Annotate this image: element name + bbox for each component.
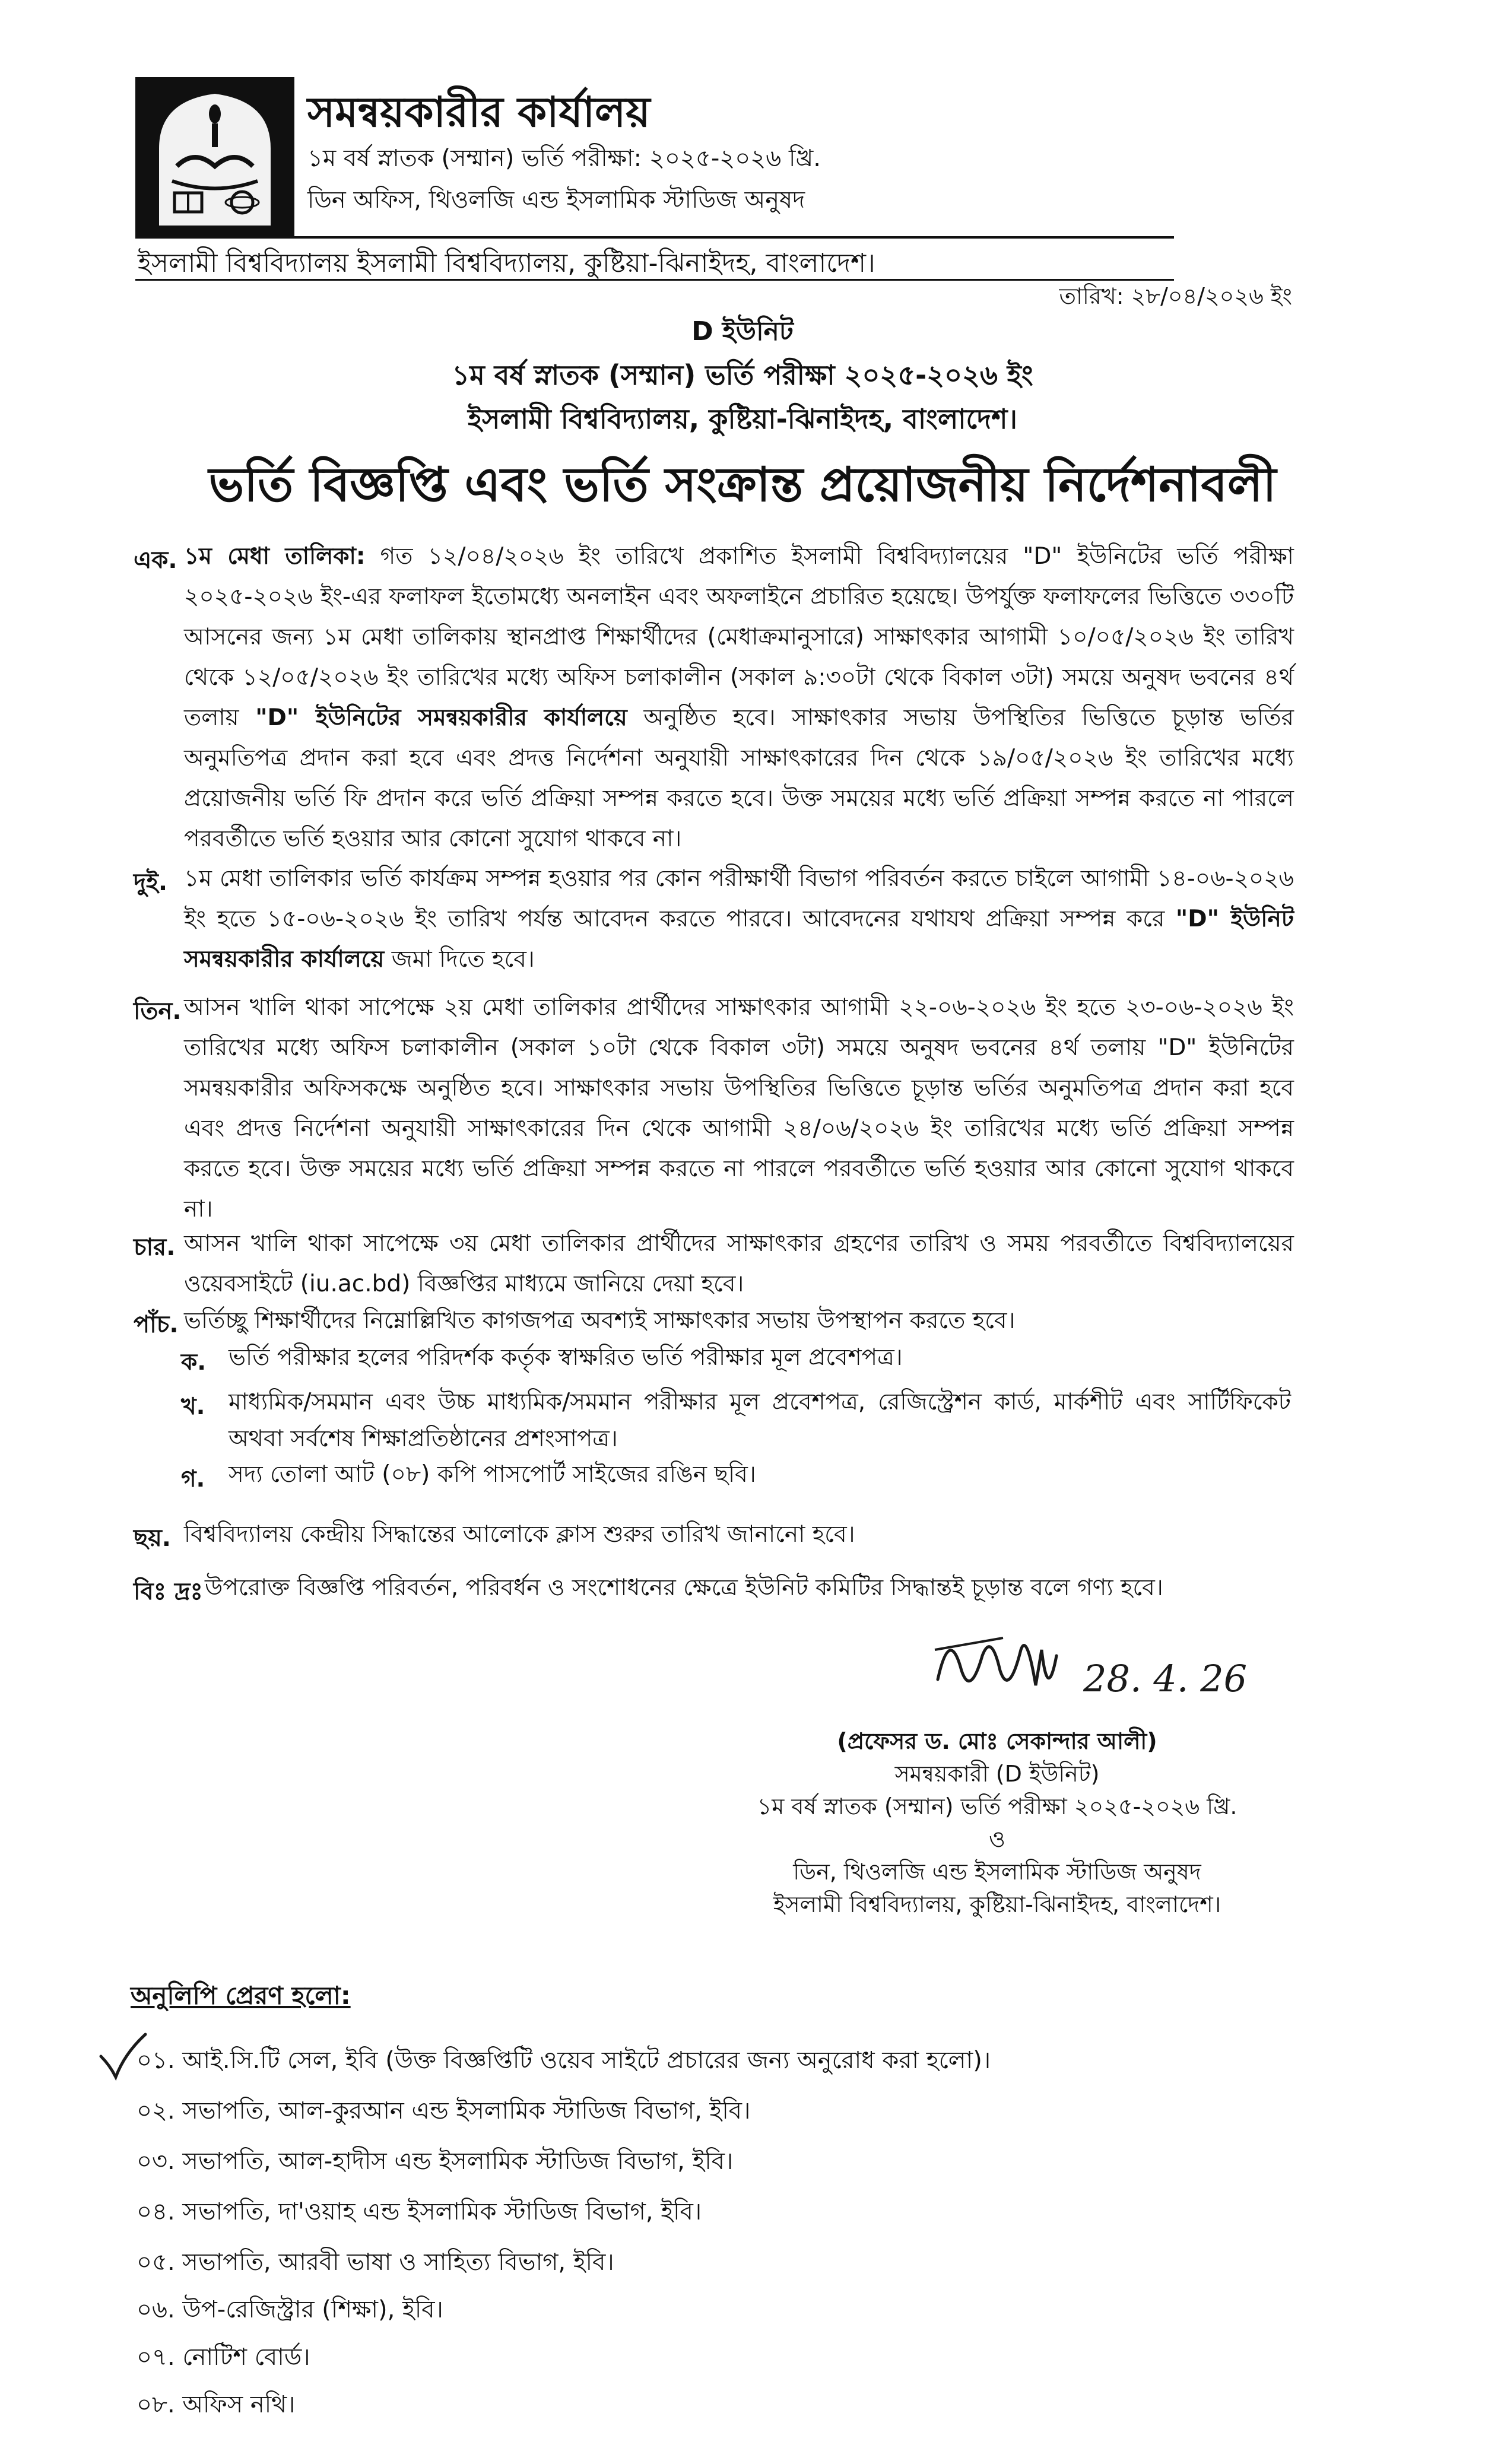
note-text: উপরোক্ত বিজ্ঞপ্তি পরিবর্তন, পরিবর্ধন ও সংশোধনের ক্ষেত্রে ইউনিট কমিটির সিদ্ধান্তই চূড়ান্ত বলে গণ্য হবে। bbox=[205, 1574, 1163, 1601]
office-title: সমন্বয়কারীর কার্যালয় bbox=[307, 88, 651, 136]
university-heading: ইসলামী বিশ্ববিদ্যালয়, কুষ্টিয়া-ঝিনাইদহ, বাংলাদেশ। bbox=[468, 403, 1017, 435]
letterhead-exam-line: ১ম বর্ষ স্নাতক (সম্মান) ভর্তি পরীক্ষা: ২০২৫-২০২৬ খ্রি. bbox=[307, 145, 821, 172]
letterhead-bottom-rule bbox=[135, 279, 1174, 281]
section-2-office: "D" ইউনিট সমন্বয়কারীর কার্যালয়ে bbox=[184, 906, 1294, 973]
section-6-text: বিশ্ববিদ্যালয় কেন্দ্রীয় সিদ্ধান্তের আলোকে ক্লাস শুরুর তারিখ জানানো হবে। bbox=[184, 1521, 855, 1548]
section-3-text: আসন খালি থাকা সাপেক্ষে ২য় মেধা তালিকার প্রার্থীদের সাক্ষাৎকার আগামী ২২-০৬-২০২৬ ইং হতে ২৩-০৬-২০২৬ ইং তারিখের মধ্যে অফিস চলাকালীন (সকাল ১০টা থেকে বিকাল ৩টা) সময়ে অনুষদ ভবনের ৪র্থ তলায় "D" ইউনিটের সমন্বয়কারীর অফিসকক্ষে অনুষ্ঠিত হবে। সাক্ষাৎকার সভায় উপস্থিতির ভিত্তিতে চূড়ান্ত ভর্তির অনুমতিপত্র প্রদান করা হবে এবং প্রদত্ত নির্দেশনা অনুযায়ী সাক্ষাৎকারের দিন থেকে আগামী ২৪/০৬/২০২৬ ইং তারিখের মধ্যে ভর্তি প্রক্রিয়া সম্পন্ন করতে হবে। উক্ত সময়ের মধ্যে ভর্তি প্রক্রিয়া সম্পন্ন করতে না পারলে পরবর্তীতে ভর্তি হওয়ার আর কোনো সুযোগ থাকবে না। bbox=[184, 994, 1294, 1223]
section-1-text: ১ম মেধা তালিকা: গত ১২/০৪/২০২৬ ইং তারিখে প্রকাশিত ইসলামী বিশ্ববিদ্যালয়ের "D" ইউনিটের ভর্তি পরীক্ষা ২০২৫-২০২৬ ইং-এর ফলাফল ইতোমধ্যে অনলাইন এবং অফলাইনে প্রচারিত হয়েছে। উপর্যুক্ত ফলাফলের ভিত্তিতে ৩৩০টি আসনের জন্য ১ম মেধা তালিকায় স্থানপ্রাপ্ত শিক্ষার্থীদের (মেধাক্রমানুসারে) সাক্ষাৎকার আগামী ১০/০৫/২০২৬ ইং তারিখ থেকে ১২/০৫/২০২৬ ইং তারিখের মধ্যে অফিস চলাকালীন (সকাল ৯:৩০টা থেকে বিকাল ৩টা) সময়ে অনুষদ ভবনের ৪র্থ তলায় "D" ইউনিটের সমন্বয়কারীর কার্যালয়ে অনুষ্ঠিত হবে। সাক্ষাৎকার সভায় উপস্থিতির ভিত্তিতে চূড়ান্ত ভর্তির অনুমতিপত্র প্রদান করা হবে এবং প্রদত্ত নির্দেশনা অনুযায়ী সাক্ষাৎকারের দিন থেকে ১৯/০৫/২০২৬ ইং তারিখের মধ্যে প্রয়োজনীয় ভর্তি ফি প্রদান করে ভর্তি প্রক্রিয়া সম্পন্ন করতে হবে। উক্ত সময়ের মধ্যে ভর্তি প্রক্রিয়া সম্পন্ন করতে না পারলে পরবর্তীতে ভর্তি হওয়ার আর কোনো সুযোগ থাকবে না। bbox=[184, 543, 1294, 852]
letterhead-university: ইসলামী বিশ্ববিদ্যালয় ইসলামী বিশ্ববিদ্যালয়, কুষ্টিয়া-ঝিনাইদহ, বাংলাদেশ। bbox=[138, 248, 875, 278]
section-1-lead: ১ম মেধা তালিকা: bbox=[184, 543, 366, 570]
section-2-label: দুই. bbox=[134, 869, 168, 896]
signatory-dean: ডিন, থিওলজি এন্ড ইসলামিক স্টাডিজ অনুষদ bbox=[793, 1859, 1201, 1885]
university-logo bbox=[135, 77, 294, 236]
doc-item-ka-label: ক. bbox=[181, 1349, 207, 1376]
handwritten-signature bbox=[926, 1614, 1282, 1727]
copy-item: ০৭. নোটিশ বোর্ড। bbox=[137, 2344, 310, 2371]
logo-emblem-icon bbox=[135, 77, 294, 236]
signatory-name: (প্রফেসর ড. মোঃ সেকান্দার আলী) bbox=[837, 1728, 1157, 1754]
doc-item-kha-text: মাধ্যমিক/সমমান এবং উচ্চ মাধ্যমিক/সমমান পরীক্ষার মূল প্রবেশপত্র, রেজিস্ট্রেশন কার্ড, মার্কশীট এবং সার্টিফিকেট অথবা সর্বশেষ শিক্ষাপ্রতিষ্ঠানের প্রশংসাপত্র। bbox=[229, 1389, 1291, 1452]
section-3-label: তিন. bbox=[134, 998, 182, 1025]
copy-item: ০৮. অফিস নথি। bbox=[137, 2391, 296, 2418]
section-1-label: এক. bbox=[134, 547, 177, 574]
doc-item-ka-text: ভর্তি পরীক্ষার হলের পরিদর্শক কর্তৃক স্বাক্ষরিত ভর্তি পরীক্ষার মূল প্রবেশপত্র। bbox=[229, 1344, 903, 1371]
note-label: বিঃ দ্রঃ bbox=[134, 1578, 203, 1605]
doc-item-kha-label: খ. bbox=[181, 1393, 205, 1420]
copy-item: ০৬. উপ-রেজিস্ট্রার (শিক্ষা), ইবি। bbox=[137, 2296, 443, 2323]
signatory-exam: ১ম বর্ষ স্নাতক (সম্মান) ভর্তি পরীক্ষা ২০২৫-২০২৬ খ্রি. bbox=[757, 1793, 1238, 1820]
copy-item: ০৪. সভাপতি, দা'ওয়াহ এন্ড ইসলামিক স্টাডিজ বিভাগ, ইবি। bbox=[137, 2198, 702, 2225]
section-6-label: ছয়. bbox=[134, 1525, 171, 1552]
doc-item-ga-text: সদ্য তোলা আট (০৮) কপি পাসপোর্ট সাইজের রঙিন ছবি। bbox=[229, 1461, 756, 1488]
doc-item-ga-label: গ. bbox=[181, 1466, 205, 1493]
signatory-role: সমন্বয়কারী (D ইউনিট) bbox=[894, 1761, 1100, 1787]
copy-item: ০২. সভাপতি, আল-কুরআন এন্ড ইসলামিক স্টাডিজ বিভাগ, ইবি। bbox=[137, 2097, 751, 2125]
signature-date: 28. 4. 26 bbox=[1083, 1657, 1248, 1700]
section-2-text: ১ম মেধা তালিকার ভর্তি কার্যক্রম সম্পন্ন হওয়ার পর কোন পরীক্ষার্থী বিভাগ পরিবর্তন করতে চাইলে আগামী ১৪-০৬-২০২৬ ইং হতে ১৫-০৬-২০২৬ ইং তারিখ পর্যন্ত আবেদন করতে পারবে। আবেদনের যথাযথ প্রক্রিয়া সম্পন্ন করে "D" ইউনিট সমন্বয়কারীর কার্যালয়ে জমা দিতে হবে। bbox=[184, 865, 1294, 973]
notice-title: ভর্তি বিজ্ঞপ্তি এবং ভর্তি সংক্রান্ত প্রয়োজনীয় নির্দেশনাবলী bbox=[208, 457, 1277, 512]
section-1-office: "D" ইউনিটের সমন্বয়কারীর কার্যালয়ে bbox=[255, 704, 627, 731]
section-4-label: চার. bbox=[134, 1234, 176, 1261]
notice-date: তারিখ: ২৮/০৪/২০২৬ ইং bbox=[1059, 283, 1292, 309]
copy-item: ০৫. সভাপতি, আরবী ভাষা ও সাহিত্য বিভাগ, ইবি। bbox=[137, 2249, 614, 2276]
letterhead-dean-line: ডিন অফিস, থিওলজি এন্ড ইসলামিক স্টাডিজ অনুষদ bbox=[307, 186, 805, 214]
section-5-label: পাঁচ. bbox=[134, 1311, 179, 1338]
letterhead-divider bbox=[135, 236, 1174, 239]
copy-item: ০৩. সভাপতি, আল-হাদীস এন্ড ইসলামিক স্টাডিজ বিভাগ, ইবি। bbox=[137, 2148, 734, 2175]
unit-heading: D ইউনিট bbox=[691, 316, 794, 347]
section-5-text: ভর্তিচ্ছু শিক্ষার্থীদের নিম্নোল্লিখিত কাগজপত্র অবশ্যই সাক্ষাৎকার সভায় উপস্থাপন করতে হবে। bbox=[184, 1307, 1016, 1334]
signatory-university: ইসলামী বিশ্ববিদ্যালয়, কুষ্টিয়া-ঝিনাইদহ, বাংলাদেশ। bbox=[773, 1891, 1221, 1917]
signatory-and: ও bbox=[989, 1826, 1005, 1852]
copy-to-title: অনুলিপি প্রেরণ হলো: bbox=[131, 1981, 351, 2010]
section-4-text: আসন খালি থাকা সাপেক্ষে ৩য় মেধা তালিকার প্রার্থীদের সাক্ষাৎকার গ্রহণের তারিখ ও সময় পরবর্তীতে বিশ্ববিদ্যালয়ের ওয়েবসাইটে (iu.ac.bd) বিজ্ঞপ্তির মাধ্যমে জানিয়ে দেয়া হবে। bbox=[184, 1230, 1294, 1297]
exam-heading: ১ম বর্ষ স্নাতক (সম্মান) ভর্তি পরীক্ষা ২০২৫-২০২৬ ইং bbox=[452, 359, 1033, 391]
copy-item: ০১. আই.সি.টি সেল, ইবি (উক্ত বিজ্ঞপ্তিটি ওয়েব সাইটে প্রচারের জন্য অনুরোধ করা হলো)। bbox=[137, 2047, 991, 2074]
